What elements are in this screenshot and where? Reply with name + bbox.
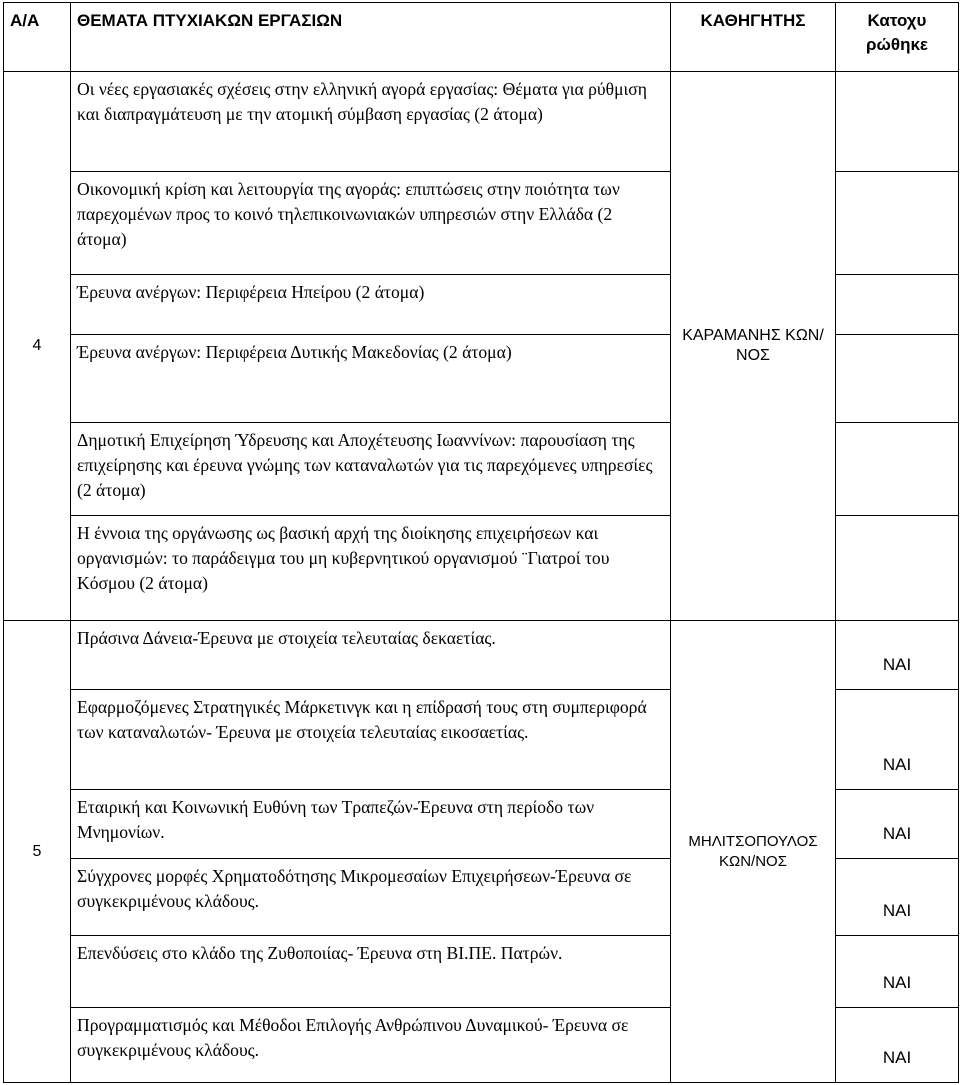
topic-cell: Οικονομική κρίση και λειτουργία της αγοράς: επιπτώσεις στην ποιότητα των παρεχομένων προς το κοινό τηλεπικοινωνιακών υπηρεσιών στην Ελλάδα (2 άτομα)	[71, 171, 671, 274]
topic-cell: Πράσινα Δάνεια-Έρευνα με στοιχεία τελευταίας δεκαετίας.	[71, 621, 671, 690]
table-row	[4, 621, 959, 690]
topic-cell: Προγραμματισμός και Μέθοδοι Επιλογής Ανθρώπινου Δυναμικού- Έρευνα σε συγκεκριμένους κλάδους.	[71, 1008, 671, 1083]
taken-cell: ΝΑΙ	[836, 621, 959, 690]
topic-cell: Έρευνα ανέργων: Περιφέρεια Δυτικής Μακεδονίας (2 άτομα)	[71, 335, 671, 423]
group-number: 5	[4, 621, 71, 1083]
header-aa: Α/Α	[4, 3, 71, 72]
taken-cell: ΝΑΙ	[836, 1008, 959, 1083]
topic-cell: Δημοτική Επιχείρηση Ύδρευσης και Αποχέτευσης Ιωαννίνων: παρουσίαση της επιχείρησης και έρευνα γνώμης των καταναλωτών για τις παρεχόμενες υπηρεσίες (2 άτομα)	[71, 423, 671, 516]
topic-cell: Έρευνα ανέργων: Περιφέρεια Ηπείρου (2 άτομα)	[71, 274, 671, 335]
taken-cell	[836, 516, 959, 621]
taken-cell	[836, 335, 959, 423]
header-topic: ΘΕΜΑΤΑ ΠΤΥΧΙΑΚΩΝ ΕΡΓΑΣΙΩΝ	[71, 3, 671, 72]
taken-cell: ΝΑΙ	[836, 789, 959, 858]
topic-cell: Η έννοια της οργάνωσης ως βασική αρχή της διοίκησης επιχειρήσεων και οργανισμών: το παράδειγμα του μη κυβερνητικού οργανισμού ¨Γιατροί του Κόσμου (2 άτομα)	[71, 516, 671, 621]
taken-cell	[836, 423, 959, 516]
taken-cell: ΝΑΙ	[836, 858, 959, 936]
header-professor: ΚΑΘΗΓΗΤΗΣ	[671, 3, 836, 72]
topic-cell: Εφαρμοζόμενες Στρατηγικές Μάρκετινγκ και η επίδρασή τους στη συμπεριφορά των καταναλωτών- Έρευνα με στοιχεία τελευταίας εικοσαετίας.	[71, 689, 671, 789]
header-taken: Κατοχυ ρώθηκε	[836, 3, 959, 72]
group-number: 4	[4, 71, 71, 621]
taken-cell	[836, 71, 959, 171]
table-row	[4, 71, 959, 171]
topic-cell: Οι νέες εργασιακές σχέσεις στην ελληνική αγορά εργασίας: Θέματα για ρύθμιση και διαπραγμάτευση με την ατομική σύμβαση εργασίας (2 άτομα)	[71, 71, 671, 171]
topic-cell: Επενδύσεις στο κλάδο της Ζυθοποιίας- Έρευνα στη ΒΙ.ΠΕ. Πατρών.	[71, 936, 671, 1008]
topic-cell: Σύγχρονες μορφές Χρηματοδότησης Μικρομεσαίων Επιχειρήσεων-Έρευνα σε συγκεκριμένους κλάδους.	[71, 858, 671, 936]
taken-cell	[836, 171, 959, 274]
professor-name: ΜΗΛΙΤΣΟΠΟΥΛΟΣ ΚΩΝ/ΝΟΣ	[671, 621, 836, 1083]
taken-cell: ΝΑΙ	[836, 936, 959, 1008]
theses-table	[3, 2, 959, 1083]
taken-cell	[836, 274, 959, 335]
header-row	[4, 3, 959, 72]
professor-name: ΚΑΡΑΜΑΝΗΣ ΚΩΝ/ΝΟΣ	[671, 71, 836, 621]
taken-cell: ΝΑΙ	[836, 689, 959, 789]
topic-cell: Εταιρική και Κοινωνική Ευθύνη των Τραπεζών-Έρευνα στη περίοδο των Μνημονίων.	[71, 789, 671, 858]
